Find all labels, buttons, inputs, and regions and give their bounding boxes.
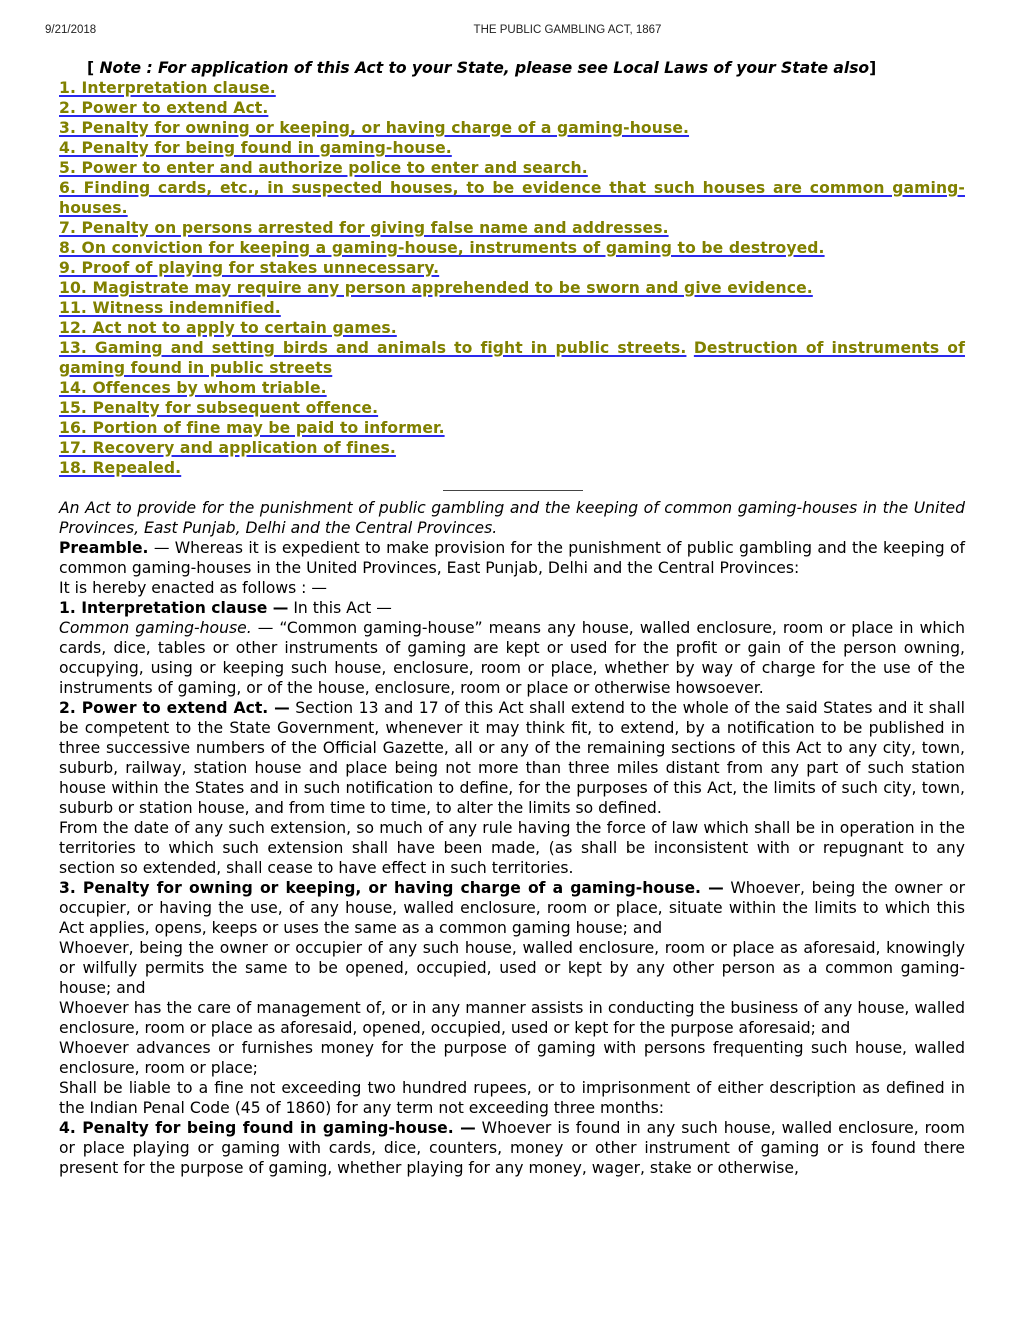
toc-link-5[interactable]: 5. Power to enter and authorize police to enter and search. [59, 159, 588, 177]
print-title: THE PUBLIC GAMBLING ACT, 1867 [473, 24, 662, 36]
preamble [59, 538, 965, 578]
section-1-heading: 1. Interpretation clause — [59, 599, 289, 617]
note-bracket-close: ] [869, 59, 877, 77]
toc-link-13-destruction[interactable]: Destruction of instruments of gaming found in public streets [59, 339, 965, 377]
section-4 [59, 1118, 965, 1178]
toc-link-12[interactable]: 12. Act not to apply to certain games. [59, 319, 397, 337]
toc-link-10[interactable]: 10. Magistrate may require any person apprehended to be sworn and give evidence. [59, 279, 813, 297]
long-title-text: An Act to provide for the punishment of public gambling and the keeping of common gaming-houses in the United Provinces, East Punjab, Delhi and the Central Provinces. [59, 499, 965, 537]
document-content [59, 58, 965, 1178]
section-3 [59, 878, 965, 938]
toc-link-14[interactable]: 14. Offences by whom triable. [59, 379, 327, 397]
section-3-para-3: Whoever has the care of management of, or in any manner assists in conducting the business of any house, walled enclosure, room or place as aforesaid, opened, occupied, used or kept for the purpose aforesaid; and [59, 999, 965, 1037]
section-1-definition [59, 618, 965, 698]
toc-link-17[interactable]: 17. Recovery and application of fines. [59, 439, 396, 457]
toc-link-6[interactable]: 6. Finding cards, etc., in suspected houses, to be evidence that such houses are common gaming-houses. [59, 179, 965, 217]
note-text: Note : For application of this Act to your State, please see Local Laws of your State also [99, 59, 870, 77]
section-2-heading: 2. Power to extend Act. — [59, 699, 290, 717]
section-3-heading: 3. Penalty for owning or keeping, or having charge of a gaming-house. — [59, 879, 724, 897]
toc-link-16[interactable]: 16. Portion of fine may be paid to informer. [59, 419, 445, 437]
section-4-text: Whoever is found in any such house, walled enclosure, room or place playing or gaming with cards, dice, counters, money or other instrument of gaming or is found there present for the purpose of gaming, whether playing for any money, wager, stake or otherwise, [59, 1119, 965, 1177]
print-header [0, 24, 1020, 40]
toc-link-4[interactable]: 4. Penalty for being found in gaming-house. [59, 139, 452, 157]
section-3-para-5: Shall be liable to a fine not exceeding two hundred rupees, or to imprisonment of either description as defined in the Indian Penal Code (45 of 1860) for any term not exceeding three months: [59, 1079, 965, 1117]
toc-link-9[interactable]: 9. Proof of playing for stakes unnecessary. [59, 259, 440, 277]
section-2-text: Section 13 and 17 of this Act shall extend to the whole of the said States and it shall be competent to the State Government, whenever it may think fit, to extend, by a notification to be published in three successive numbers of the Official Gazette, all or any of the remaining sections of this Act to any city, town, suburb, railway, station house and place being not more than three miles distant from any part of such station house within the States and in such notification to define, for the purposes of this Act, the limits of such city, town, suburb or station house, and from time to time, to alter the limits so defined. [59, 699, 965, 817]
section-2 [59, 698, 965, 818]
act-body [59, 498, 965, 1178]
toc-link-13[interactable]: 13. Gaming and setting birds and animals to fight in public streets. [59, 339, 687, 357]
definition-term: Common gaming-house. [59, 619, 252, 637]
note-bracket-open: [ [87, 59, 100, 77]
toc-link-2[interactable]: 2. Power to extend Act. [59, 99, 269, 117]
definition-text: — “Common gaming-house” means any house, walled enclosure, room or place in which cards, dice, tables or other instruments of gaming are kept or used for the profit or gain of the person owning, occupying, using or keeping such house, enclosure, room or place, whether by way of charge for the use of the instruments of gaming, or of the house, enclosure, room or place or otherwise howsoever. [59, 619, 965, 697]
section-1-text: In this Act — [288, 599, 392, 617]
toc-link-11[interactable]: 11. Witness indemnified. [59, 299, 281, 317]
toc-link-1[interactable]: 1. Interpretation clause. [59, 79, 276, 97]
preamble-text: — Whereas it is expedient to make provision for the punishment of public gambling and the keeping of common gaming-houses in the United Provinces, East Punjab, Delhi and the Central Provinces: [59, 539, 965, 577]
enacting-clause: It is hereby enacted as follows : — [59, 579, 327, 597]
section-2-para-2: From the date of any such extension, so much of any rule having the force of law which shall be in operation in the territories to which such extension shall have been made, (as shall be inconsistent with or repugnant to any section so extended, shall cease to have effect in such territories. [59, 819, 965, 877]
toc-link-18[interactable]: 18. Repealed. [59, 459, 182, 477]
section-3-text: Whoever, being the owner or occupier, or having the use, of any house, walled enclosure, room or place, situate within the limits to which this Act applies, opens, keeps or uses the same as a common gaming house; and [59, 879, 966, 937]
table-of-contents [59, 78, 965, 478]
state-note [87, 58, 965, 78]
toc-link-3[interactable]: 3. Penalty for owning or keeping, or having charge of a gaming-house. [59, 119, 690, 137]
section-3-para-4: Whoever advances or furnishes money for the purpose of gaming with persons frequenting such house, walled enclosure, room or place; [59, 1039, 965, 1077]
section-divider [443, 490, 583, 491]
print-date: 9/21/2018 [45, 24, 97, 36]
toc-link-8[interactable]: 8. On conviction for keeping a gaming-house, instruments of gaming to be destroyed. [59, 239, 825, 257]
toc-link-7[interactable]: 7. Penalty on persons arrested for giving false name and addresses. [59, 219, 669, 237]
preamble-heading: Preamble. [59, 539, 149, 557]
long-title [59, 498, 965, 538]
section-3-para-2: Whoever, being the owner or occupier of any such house, walled enclosure, room or place as aforesaid, knowingly or wilfully permits the same to be opened, occupied, used or kept by any other person as a common gaming-house; and [59, 939, 965, 997]
section-1 [59, 598, 965, 618]
toc-link-15[interactable]: 15. Penalty for subsequent offence. [59, 399, 379, 417]
section-4-heading: 4. Penalty for being found in gaming-house. — [59, 1119, 476, 1137]
